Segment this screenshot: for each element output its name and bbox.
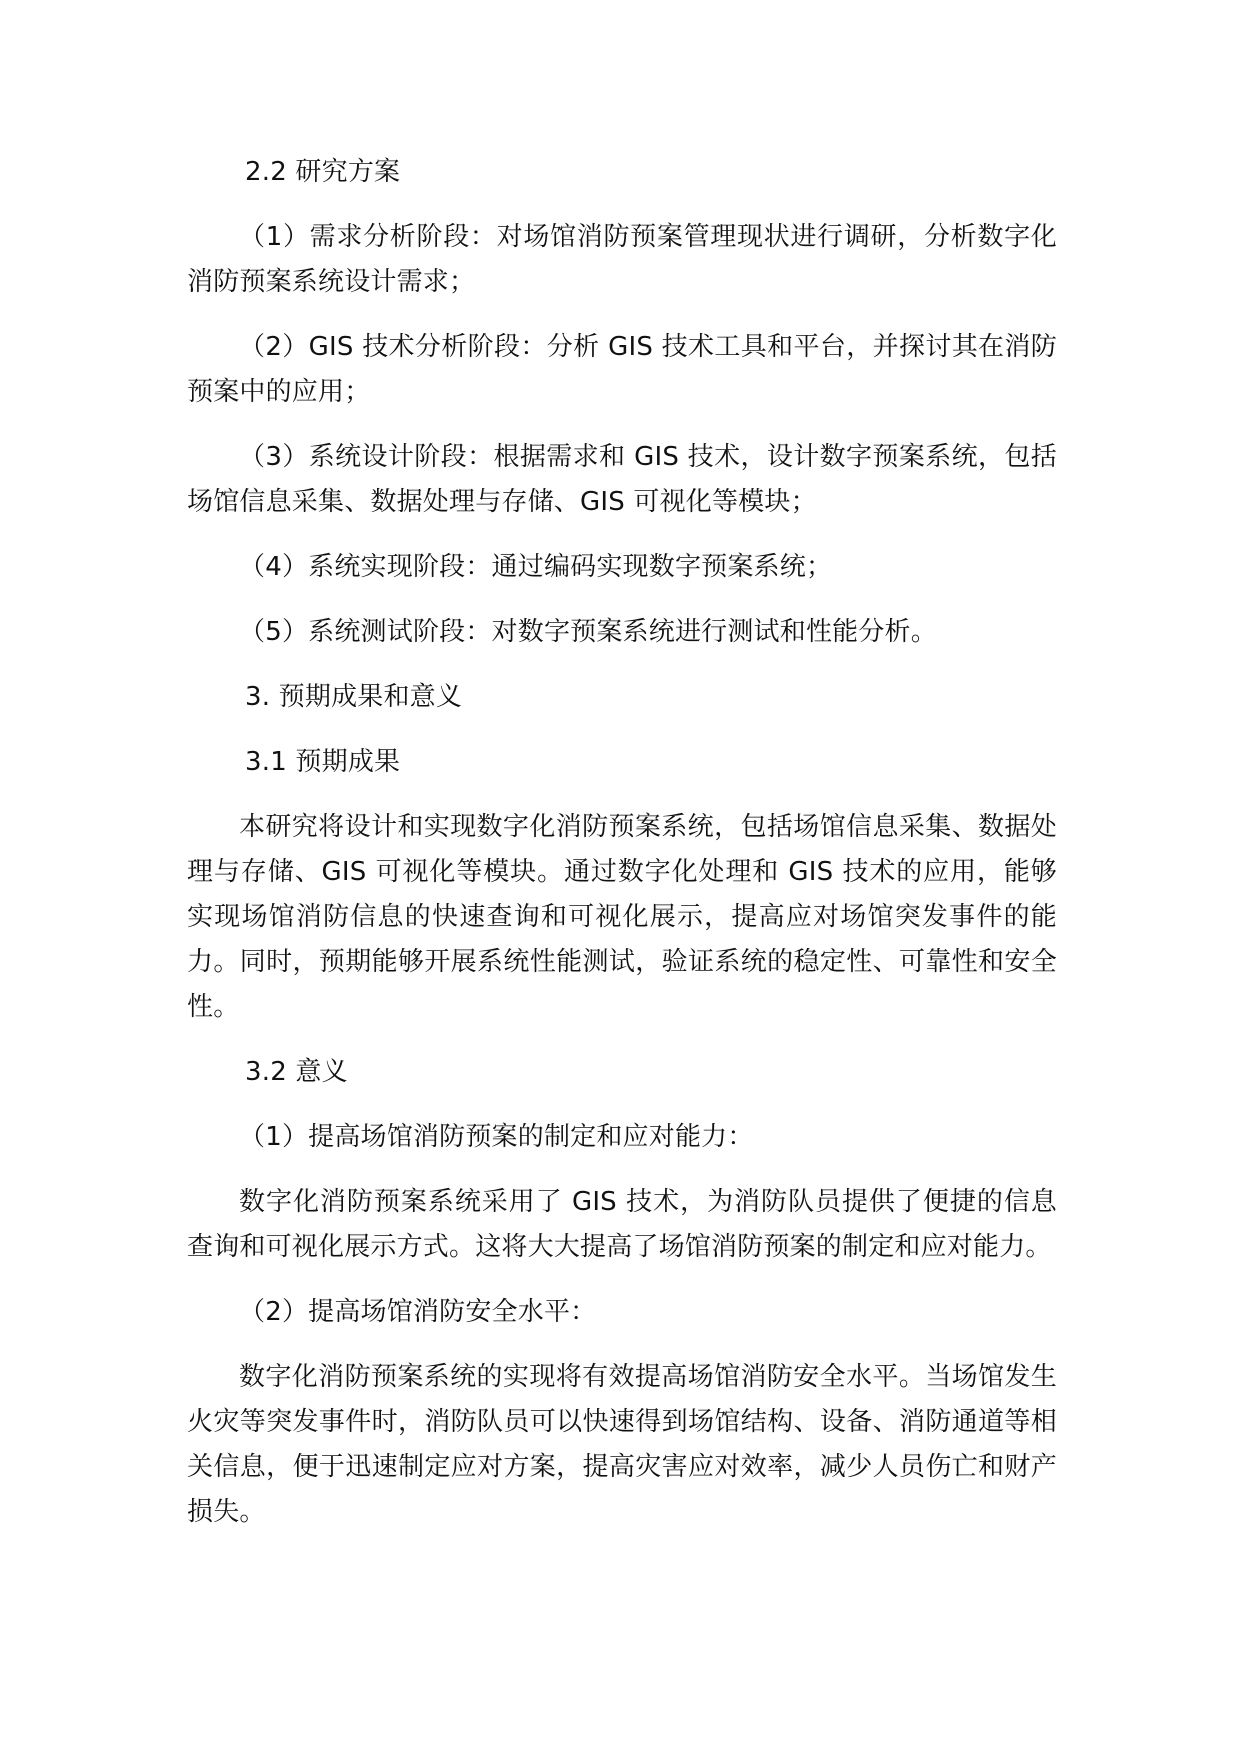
paragraph-significance-2-body: 数字化消防预案系统的实现将有效提高场馆消防安全水平。当场馆发生火灾等突发事件时，消防队员可以快速得到场馆结构、设备、消防通道等相关信息，便于迅速制定应对方案，提高灾害应对效率，减少人员伤亡和财产损失。 (187, 1362, 1057, 1527)
paragraph-system-design: （3）系统设计阶段：根据需求和 GIS 技术，设计数字预案系统，包括场馆信息采集、数据处理与存储、GIS 可视化等模块； (187, 442, 1057, 517)
paragraph-significance-1-title: （1）提高场馆消防预案的制定和应对能力： (239, 1122, 754, 1152)
section-heading-3-2: 3.2 意义 (245, 1057, 348, 1087)
section-heading-3-1: 3.1 预期成果 (245, 747, 401, 777)
document-page (187, 150, 1057, 1555)
paragraph-system-implementation: （4）系统实现阶段：通过编码实现数字预案系统； (239, 552, 833, 582)
paragraph-requirements-analysis: （1）需求分析阶段：对场馆消防预案管理现状进行调研，分析数字化消防预案系统设计需求； (187, 222, 1057, 297)
paragraph-system-testing: （5）系统测试阶段：对数字预案系统进行测试和性能分析。 (239, 617, 937, 647)
paragraph-significance-2-title: （2）提高场馆消防安全水平： (239, 1297, 597, 1327)
paragraph-gis-analysis: （2）GIS 技术分析阶段：分析 GIS 技术工具和平台，并探讨其在消防预案中的应用； (187, 332, 1057, 407)
section-heading-2-2: 2.2 研究方案 (245, 157, 401, 187)
section-heading-3: 3. 预期成果和意义 (245, 682, 463, 712)
paragraph-significance-1-body: 数字化消防预案系统采用了 GIS 技术，为消防队员提供了便捷的信息查询和可视化展示方式。这将大大提高了场馆消防预案的制定和应对能力。 (187, 1187, 1057, 1262)
paragraph-expected-results: 本研究将设计和实现数字化消防预案系统，包括场馆信息采集、数据处理与存储、GIS 可视化等模块。通过数字化处理和 GIS 技术的应用，能够实现场馆消防信息的快速查询和可视化展示，提高应对场馆突发事件的能力。同时，预期能够开展系统性能测试，验证系统的稳定性、可靠性和安全性。 (187, 812, 1057, 1022)
